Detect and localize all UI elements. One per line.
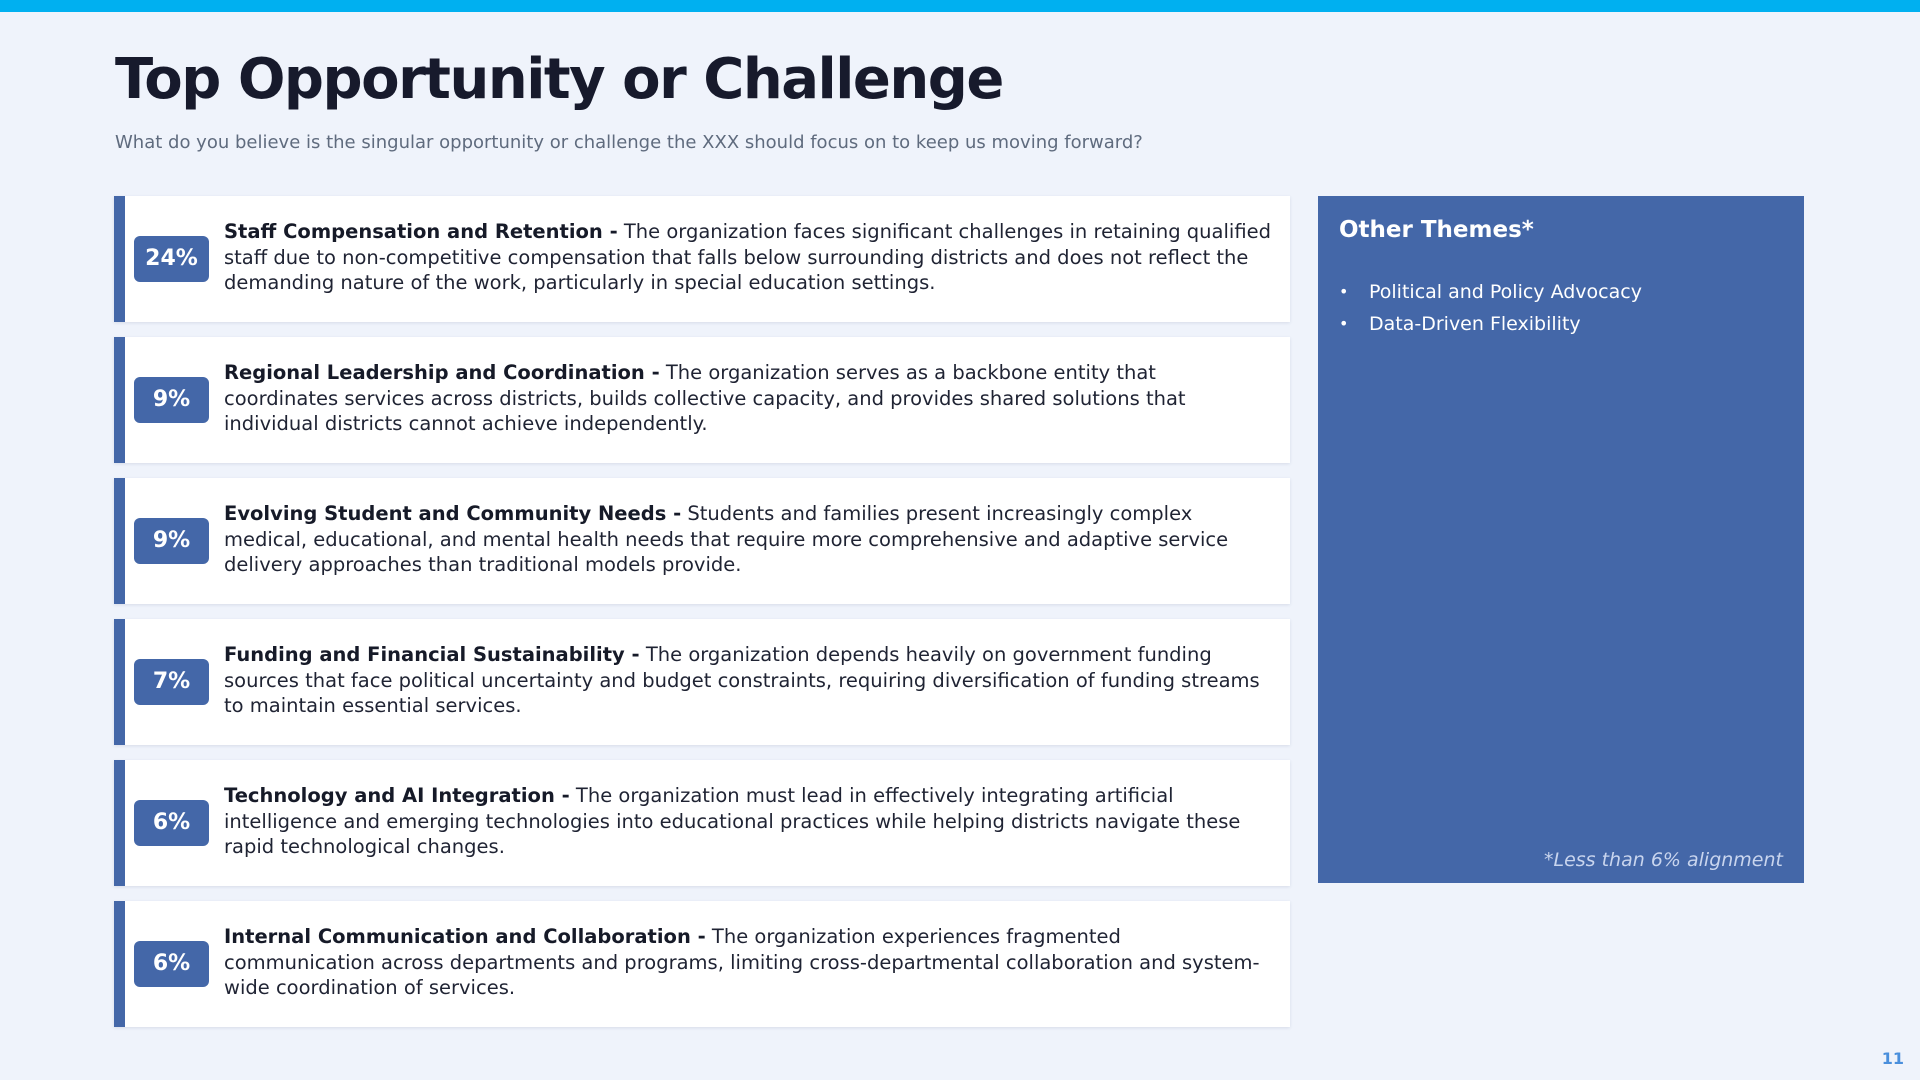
opportunity-card xyxy=(114,901,1290,1027)
opportunity-description: The organization experiences fragmented communication across departments and programs, limiting cross-departmental collaboration and system-wide coordination of services. xyxy=(224,925,1260,999)
other-theme-item xyxy=(1339,276,1642,308)
opportunity-description: The organization serves as a backbone entity that coordinates services across districts, builds collective capacity, and provides shared solutions that individual districts cannot achieve independently. xyxy=(224,361,1186,435)
other-themes-panel xyxy=(1318,196,1804,883)
opportunity-text xyxy=(224,783,1274,860)
page-title: Top Opportunity or Challenge xyxy=(115,47,1003,112)
opportunity-description: The organization depends heavily on government funding sources that face political uncertainty and budget constraints, requiring diversification of funding streams to maintain essential services. xyxy=(224,643,1260,717)
opportunity-description: The organization must lead in effectively integrating artificial intelligence and emerging technologies into educational practices while helping districts navigate these rapid technological changes. xyxy=(224,784,1241,858)
top-accent-bar xyxy=(0,0,1920,12)
page-number: 11 xyxy=(1881,1049,1904,1068)
opportunity-text xyxy=(224,219,1274,296)
page-subtitle: What do you believe is the singular opportunity or challenge the XXX should focus on to keep us moving forward? xyxy=(115,132,1143,153)
percentage-badge: 6% xyxy=(134,941,209,987)
percentage-badge: 9% xyxy=(134,518,209,564)
opportunity-text xyxy=(224,642,1274,719)
opportunity-list xyxy=(114,196,1290,1042)
percentage-badge: 7% xyxy=(134,659,209,705)
opportunity-description: Students and families present increasingly complex medical, educational, and mental health needs that require more comprehensive and adaptive service delivery approaches than traditional models provide. xyxy=(224,502,1229,576)
percentage-badge: 24% xyxy=(134,236,209,282)
percentage-badge: 6% xyxy=(134,800,209,846)
opportunity-text xyxy=(224,360,1274,437)
bullet-icon: • xyxy=(1339,282,1349,301)
opportunity-title: Funding and Financial Sustainability - xyxy=(224,643,640,666)
opportunity-card xyxy=(114,760,1290,886)
other-themes-title: Other Themes* xyxy=(1339,217,1534,243)
opportunity-text xyxy=(224,924,1274,1001)
opportunity-description: The organization faces significant challenges in retaining qualified staff due to non-competitive compensation that falls below surrounding districts and does not reflect the demanding nature of the work, particularly in special education settings. xyxy=(224,220,1271,294)
opportunity-card xyxy=(114,196,1290,322)
opportunity-title: Internal Communication and Collaboration - xyxy=(224,925,706,948)
percentage-badge: 9% xyxy=(134,377,209,423)
opportunity-title: Staff Compensation and Retention - xyxy=(224,220,618,243)
other-theme-item xyxy=(1339,308,1642,340)
opportunity-title: Technology and AI Integration - xyxy=(224,784,570,807)
other-theme-label: Data-Driven Flexibility xyxy=(1369,313,1581,335)
other-themes-list xyxy=(1339,276,1642,340)
bullet-icon: • xyxy=(1339,314,1349,333)
other-theme-label: Political and Policy Advocacy xyxy=(1369,281,1642,303)
opportunity-title: Evolving Student and Community Needs - xyxy=(224,502,682,525)
opportunity-card xyxy=(114,478,1290,604)
opportunity-card xyxy=(114,337,1290,463)
other-themes-footnote: *Less than 6% alignment xyxy=(1543,849,1783,871)
opportunity-card xyxy=(114,619,1290,745)
opportunity-title: Regional Leadership and Coordination - xyxy=(224,361,660,384)
opportunity-text xyxy=(224,501,1274,578)
